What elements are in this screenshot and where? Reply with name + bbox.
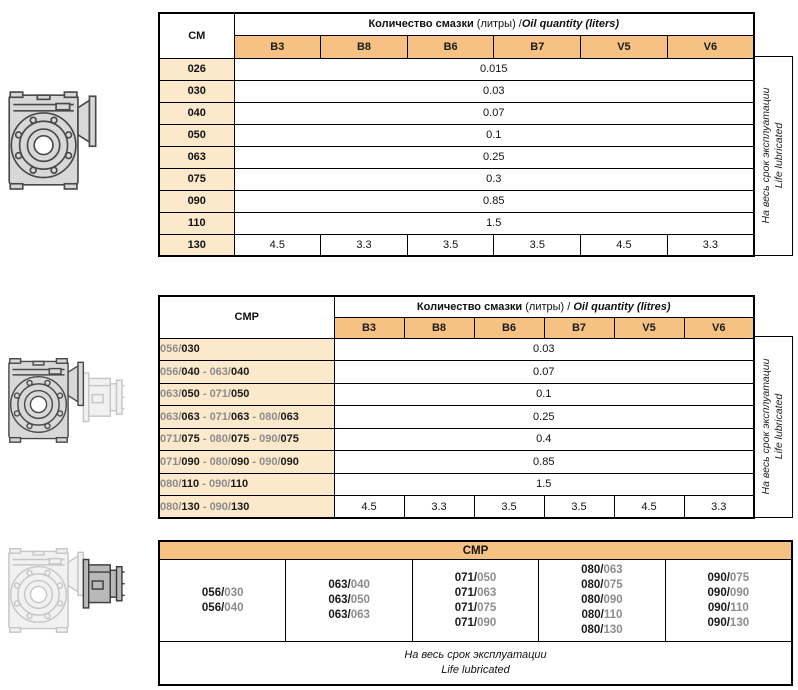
mounting-position-v6: V6 (684, 317, 754, 338)
mounting-position-b3: B3 (334, 317, 404, 338)
oil-quantity-title (334, 296, 754, 317)
cm-oil-table (158, 12, 755, 257)
mounting-position-v6: V6 (667, 35, 754, 58)
oil-value-cell: 3.3 (404, 496, 474, 519)
title-ru: Количество смазки (416, 300, 523, 313)
oil-value-cell: 3.5 (407, 234, 494, 256)
oil-value-cell: 3.3 (321, 234, 408, 256)
note-en: Life lubricated (773, 393, 785, 460)
model-combination-cell: 080/110 - 090/110 (159, 473, 334, 496)
table-row (159, 361, 754, 384)
model-combination-cell: 056/030 (159, 338, 334, 361)
footer-ru: На весь срок эксплуатации (404, 649, 547, 661)
oil-value-cell: 1.5 (334, 473, 754, 496)
model-cell: 090 (159, 190, 234, 212)
model-group-063: 063/040 063/050 063/063 (286, 560, 412, 641)
mounting-position-b7: B7 (544, 317, 614, 338)
oil-value-cell: 3.3 (667, 234, 754, 256)
model-group-071: 071/050 071/063 071/075 071/090 (413, 560, 539, 641)
table-row (159, 428, 754, 451)
model-cell: 040 (159, 102, 234, 124)
title-mid: (литры) / (522, 300, 574, 313)
cmp-gearbox-drawing (8, 356, 130, 444)
oil-value-cell: 0.03 (334, 338, 754, 361)
note-ru: На весь срок эксплуатации (760, 87, 772, 224)
model-cell: 050 (159, 124, 234, 146)
prestage-module-drawing (8, 546, 130, 634)
table-row (159, 451, 754, 474)
cm-table-corner-label: CM (159, 13, 234, 58)
oil-value-cell: 3.5 (494, 234, 581, 256)
model-group-090: 090/075 090/090 090/110 090/130 (707, 571, 750, 629)
table-row (159, 406, 754, 429)
oil-value-cell: 1.5 (234, 212, 754, 234)
table-row (159, 383, 754, 406)
oil-value-cell: 4.5 (614, 496, 684, 519)
oil-value-cell: 0.4 (334, 428, 754, 451)
mounting-position-b7: B7 (494, 35, 581, 58)
mounting-position-v5: V5 (614, 317, 684, 338)
table-row (159, 234, 754, 256)
table-row (159, 338, 754, 361)
title-en: Oil quantity (litres) (573, 300, 671, 313)
mounting-position-v5: V5 (581, 35, 668, 58)
model-cell: 063 (159, 146, 234, 168)
mounting-position-b8: B8 (404, 317, 474, 338)
model-combination-cell: 080/130 - 090/130 (159, 496, 334, 519)
note-en: Life lubricated (773, 122, 785, 189)
table-row (159, 58, 754, 80)
model-group-080: 080/063 080/075 080/090 080/110 080/130 (539, 560, 665, 641)
mounting-position-b6: B6 (407, 35, 494, 58)
cmp-models-table (158, 540, 793, 686)
life-lubrication-footer (160, 641, 791, 684)
oil-value-cell: 3.5 (474, 496, 544, 519)
table-row (159, 80, 754, 102)
table-row (159, 168, 754, 190)
oil-value-cell: 0.1 (334, 383, 754, 406)
oil-value-cell: 0.85 (234, 190, 754, 212)
table-row (159, 473, 754, 496)
title-ru: Количество смазки (368, 18, 474, 31)
life-lubrication-note-cm (754, 56, 793, 256)
model-combination-cell: 063/063 - 071/063 - 080/063 (159, 406, 334, 429)
oil-value-cell: 0.3 (234, 168, 754, 190)
oil-value-cell: 0.015 (234, 58, 754, 80)
oil-value-cell: 4.5 (334, 496, 404, 519)
model-cell: 075 (159, 168, 234, 190)
table-row (159, 146, 754, 168)
title-mid: (литры) / (473, 18, 522, 31)
model-combination-cell: 056/040 - 063/040 (159, 361, 334, 384)
table-row (159, 190, 754, 212)
mounting-position-b3: B3 (234, 35, 321, 58)
cmp-table-corner-label: CMP (159, 296, 334, 338)
oil-value-cell: 0.03 (234, 80, 754, 102)
model-combination-cell: 071/090 - 080/090 - 090/090 (159, 451, 334, 474)
model-cell: 030 (159, 80, 234, 102)
oil-value-cell: 0.07 (334, 361, 754, 384)
oil-value-cell: 0.25 (234, 146, 754, 168)
oil-quantity-title (234, 13, 754, 35)
model-cell: 130 (159, 234, 234, 256)
table-row (159, 102, 754, 124)
oil-value-cell: 3.5 (544, 496, 614, 519)
cmp-oil-table (158, 295, 755, 519)
title-en: Oil quantity (liters) (521, 18, 620, 31)
model-cell: 110 (159, 212, 234, 234)
footer-en: Life lubricated (441, 664, 510, 676)
oil-value-cell: 0.85 (334, 451, 754, 474)
note-ru: На весь срок эксплуатации (760, 358, 772, 495)
cm-gearbox-drawing (8, 90, 100, 190)
oil-value-cell: 0.25 (334, 406, 754, 429)
table-row (159, 496, 754, 519)
oil-value-cell: 0.07 (234, 102, 754, 124)
table-row (159, 212, 754, 234)
mounting-position-b8: B8 (321, 35, 408, 58)
mounting-position-b6: B6 (474, 317, 544, 338)
oil-value-cell: 3.3 (684, 496, 754, 519)
cmp-models-header: CMP (160, 542, 791, 560)
model-combination-cell: 063/050 - 071/050 (159, 383, 334, 406)
model-group-056: 056/030 056/040 (160, 560, 286, 641)
oil-value-cell: 4.5 (234, 234, 321, 256)
oil-value-cell: 0.1 (234, 124, 754, 146)
oil-value-cell: 4.5 (581, 234, 668, 256)
model-cell: 026 (159, 58, 234, 80)
table-row (159, 124, 754, 146)
model-combination-cell: 071/075 - 080/075 - 090/075 (159, 428, 334, 451)
life-lubrication-note-cmp (754, 336, 793, 518)
